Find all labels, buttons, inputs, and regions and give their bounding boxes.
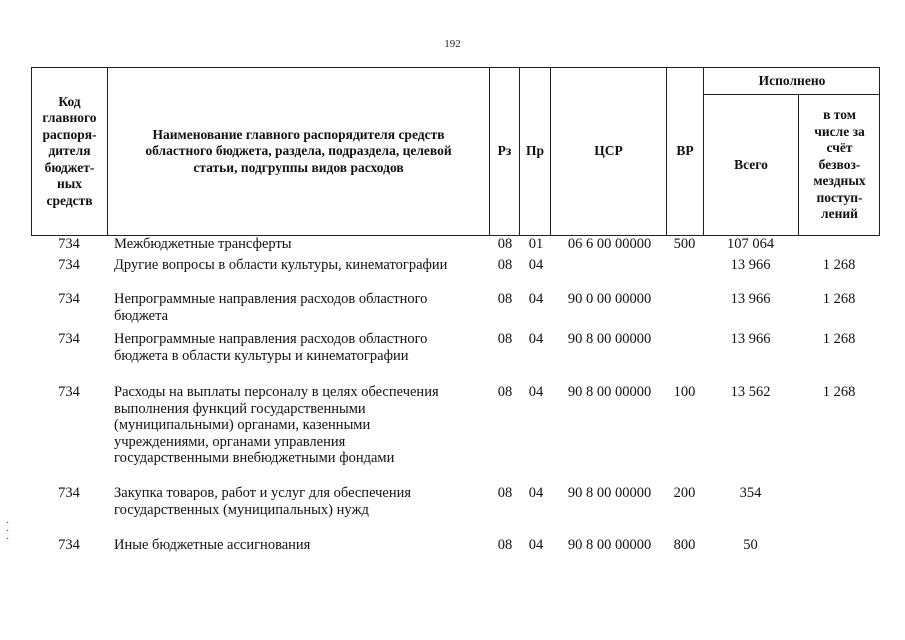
cell-total: 13 966 <box>730 331 771 347</box>
header-free: в том числе за счёт безвоз- мездных поступ- лений <box>813 107 866 222</box>
cell-csr: 06 6 00 00000 <box>567 236 652 252</box>
cell-name: Иные бюджетные ассигнования <box>114 537 311 553</box>
cell-total: 354 <box>739 485 762 501</box>
cell-csr: 90 8 00 00000 <box>567 384 652 400</box>
table-header <box>31 67 880 236</box>
cell-name: Непрограммные направления расходов областного бюджета <box>114 291 428 324</box>
cell-name: Закупка товаров, работ и услуг для обеспечения государственных (муниципальных) нужд <box>114 485 412 518</box>
cell-pr: 04 <box>528 331 544 347</box>
cell-rz: 08 <box>497 331 513 347</box>
header-name: Наименование главного распорядителя средств областного бюджета, раздела, подраздела, целевой статьи, подгруппы видов расходов <box>145 126 452 175</box>
cell-code: 734 <box>58 384 80 400</box>
cell-code: 734 <box>58 537 80 553</box>
cell-rz: 08 <box>497 236 513 252</box>
header-executed: Исполнено <box>758 72 826 88</box>
cell-csr: 90 8 00 00000 <box>567 537 652 553</box>
cell-code: 734 <box>58 485 80 501</box>
cell-free: 1 268 <box>822 291 856 307</box>
cell-rz: 08 <box>497 291 513 307</box>
header-vr: ВР <box>676 143 694 159</box>
cell-csr: 90 8 00 00000 <box>567 485 652 501</box>
cell-pr: 04 <box>528 537 544 553</box>
header-rz: Рз <box>497 143 512 159</box>
cell-name: Межбюджетные трансферты <box>114 236 292 252</box>
cell-rz: 08 <box>497 384 513 400</box>
header-code: Код главного распоря- дителя бюджет- ных средств <box>42 93 97 208</box>
cell-csr: 90 0 00 00000 <box>567 291 652 307</box>
cell-vr: 100 <box>673 384 696 400</box>
cell-free: 1 268 <box>822 257 856 273</box>
cell-name: Непрограммные направления расходов областного бюджета в области культуры и кинематографии <box>114 331 428 364</box>
cell-pr: 04 <box>528 257 544 273</box>
header-pr: Пр <box>525 143 544 159</box>
cell-total: 13 966 <box>730 257 771 273</box>
cell-code: 734 <box>58 331 80 347</box>
cell-pr: 04 <box>528 485 544 501</box>
cell-free: 1 268 <box>822 384 856 400</box>
cell-vr: 800 <box>673 537 696 553</box>
cell-pr: 04 <box>528 384 544 400</box>
cell-rz: 08 <box>497 485 513 501</box>
cell-vr: 200 <box>673 485 696 501</box>
cell-vr: 500 <box>673 236 696 252</box>
cell-free: 1 268 <box>822 331 856 347</box>
cell-rz: 08 <box>497 537 513 553</box>
cell-total: 107 064 <box>726 236 775 252</box>
cell-rz: 08 <box>497 257 513 273</box>
cell-pr: 04 <box>528 291 544 307</box>
cell-pr: 01 <box>528 236 544 252</box>
cell-total: 13 562 <box>730 384 771 400</box>
header-csr: ЦСР <box>594 143 623 159</box>
cell-code: 734 <box>58 236 80 252</box>
cell-csr: 90 8 00 00000 <box>567 331 652 347</box>
scan-margin-mark: · · · <box>6 518 10 545</box>
cell-name: Расходы на выплаты персоналу в целях обеспечения выполнения функций государственными (муниципальными) органами, казенными учреждениями, органами управления государственными внебюджетными фондами <box>114 384 439 466</box>
cell-name: Другие вопросы в области культуры, кинематографии <box>114 257 448 273</box>
page-number: 192 <box>444 38 461 50</box>
header-total: Всего <box>734 156 768 172</box>
cell-total: 50 <box>743 537 758 553</box>
cell-code: 734 <box>58 291 80 307</box>
cell-total: 13 966 <box>730 291 771 307</box>
cell-code: 734 <box>58 257 80 273</box>
